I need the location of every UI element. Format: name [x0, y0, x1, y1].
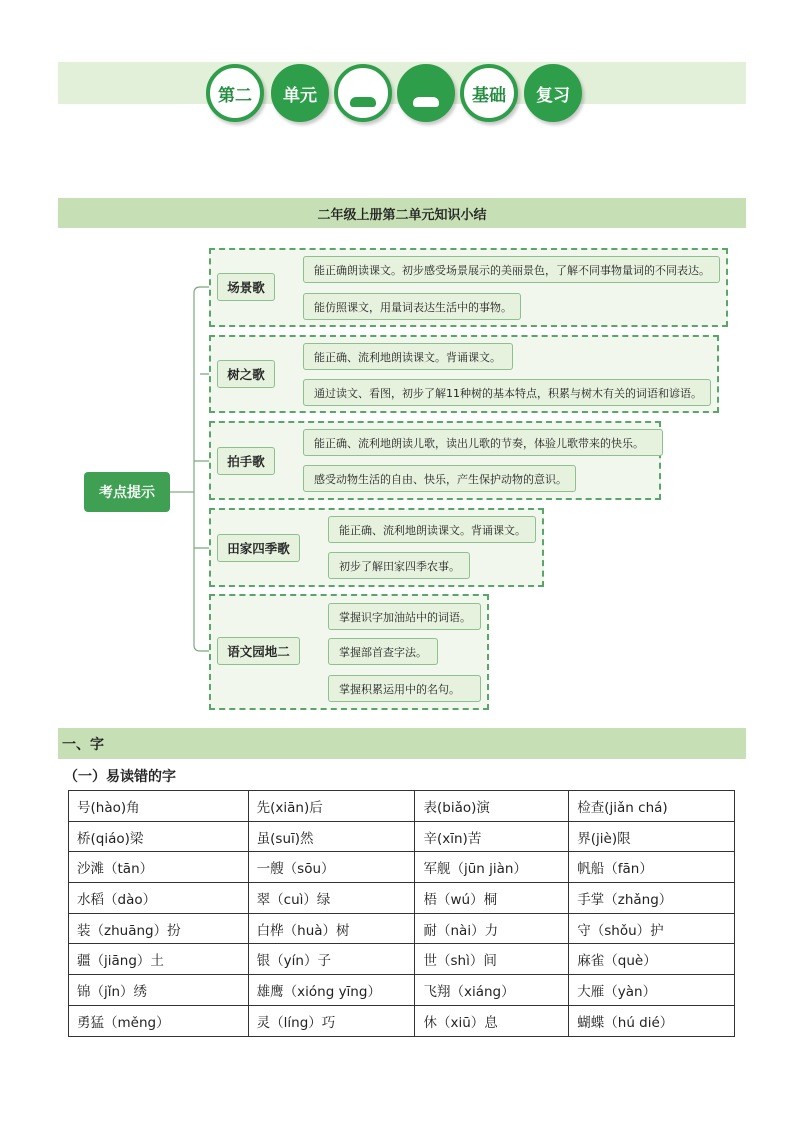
table-row — [69, 944, 735, 975]
table-cell: 休（xiū）息 — [415, 1005, 569, 1036]
mindmap-point: 能正确、流利地朗读儿歌，读出儿歌的节奏，体验儿歌带来的快乐。 — [303, 429, 663, 456]
mindmap-point: 通过读文、看图，初步了解11种树的基本特点，积累与树木有关的词语和谚语。 — [303, 379, 711, 406]
table-cell: 虽(suī)然 — [248, 821, 415, 852]
table-row — [69, 975, 735, 1006]
table-cell: 手掌（zhǎng） — [569, 883, 735, 914]
table-cell: 表(biǎo)演 — [415, 791, 569, 822]
table-cell: 翠（cuì）绿 — [248, 883, 415, 914]
table-cell: 白桦（huà）树 — [248, 913, 415, 944]
table-cell: 帆船（fān） — [569, 852, 735, 883]
table-cell: 银（yín）子 — [248, 944, 415, 975]
table-cell: 梧（wú）桐 — [415, 883, 569, 914]
table-row — [69, 913, 735, 944]
mindmap-point: 掌握积累运用中的名句。 — [328, 675, 481, 702]
mindmap-point: 能正确、流利地朗读课文。背诵课文。 — [303, 343, 513, 370]
table-cell: 雄鹰（xióng yīng） — [248, 975, 415, 1006]
table-cell: 桥(qiáo)梁 — [69, 821, 249, 852]
table-cell: 先(xiān)后 — [248, 791, 415, 822]
table-cell: 锦（jǐn）绣 — [69, 975, 249, 1006]
table-cell: 装（zhuāng）扮 — [69, 913, 249, 944]
mindmap-point: 感受动物生活的自由、快乐，产生保护动物的意识。 — [303, 465, 576, 492]
table-row — [69, 852, 735, 883]
mindmap-point: 能正确、流利地朗读课文。背诵课文。 — [328, 516, 536, 543]
mindmap-topic-5: 语文园地二 — [217, 637, 300, 665]
table-cell: 飞翔（xiáng） — [415, 975, 569, 1006]
table-cell: 蝴蝶（hú dié） — [569, 1005, 735, 1036]
section-heading: 一、字 — [58, 728, 746, 759]
header-circle-6: 复习 — [524, 64, 582, 122]
summary-title: 二年级上册第二单元知识小结 — [58, 198, 746, 228]
table-cell: 水稻（dào） — [69, 883, 249, 914]
word-table — [68, 790, 735, 1037]
mindmap-point: 掌握部首查字法。 — [328, 638, 438, 665]
table-cell: 军舰（jūn jiàn） — [415, 852, 569, 883]
header-circle-2: 单元 — [271, 64, 329, 122]
table-cell: 一艘（sōu） — [248, 852, 415, 883]
table-cell: 灵（líng）巧 — [248, 1005, 415, 1036]
mindmap-topic-1: 场景歌 — [217, 273, 275, 301]
table-row — [69, 1005, 735, 1036]
subsection-heading: （一）易读错的字 — [64, 769, 176, 785]
mindmap-root: 考点提示 — [84, 472, 170, 512]
table-cell: 沙滩（tān） — [69, 852, 249, 883]
table-cell: 世（shì）间 — [415, 944, 569, 975]
table-cell: 检查(jiǎn chá) — [569, 791, 735, 822]
table-cell: 大雁（yàn） — [569, 975, 735, 1006]
mindmap-topic-2: 树之歌 — [217, 360, 275, 388]
table-cell: 麻雀（què） — [569, 944, 735, 975]
table-cell: 界(jiè)限 — [569, 821, 735, 852]
header-circle-1: 第二 — [206, 64, 264, 122]
mindmap-point: 能仿照课文，用量词表达生活中的事物。 — [303, 293, 521, 320]
table-cell: 耐（nài）力 — [415, 913, 569, 944]
table-cell: 勇猛（měng） — [69, 1005, 249, 1036]
mindmap-topic-3: 拍手歌 — [217, 447, 275, 475]
mindmap-point: 初步了解田家四季农事。 — [328, 552, 470, 579]
table-cell: 辛(xīn)苦 — [415, 821, 569, 852]
table-cell: 号(hào)角 — [69, 791, 249, 822]
header-circle-5: 基础 — [460, 64, 518, 122]
mindmap-topic-4: 田家四季歌 — [217, 534, 300, 562]
table-cell: 守（shǒu）护 — [569, 913, 735, 944]
table-cell: 疆（jiāng）土 — [69, 944, 249, 975]
mindmap-point: 掌握识字加油站中的词语。 — [328, 603, 481, 630]
table-row — [69, 883, 735, 914]
mindmap-point: 能正确朗读课文。初步感受场景展示的美丽景色，了解不同事物量词的不同表达。 — [303, 256, 720, 283]
table-row — [69, 791, 735, 822]
table-row — [69, 821, 735, 852]
